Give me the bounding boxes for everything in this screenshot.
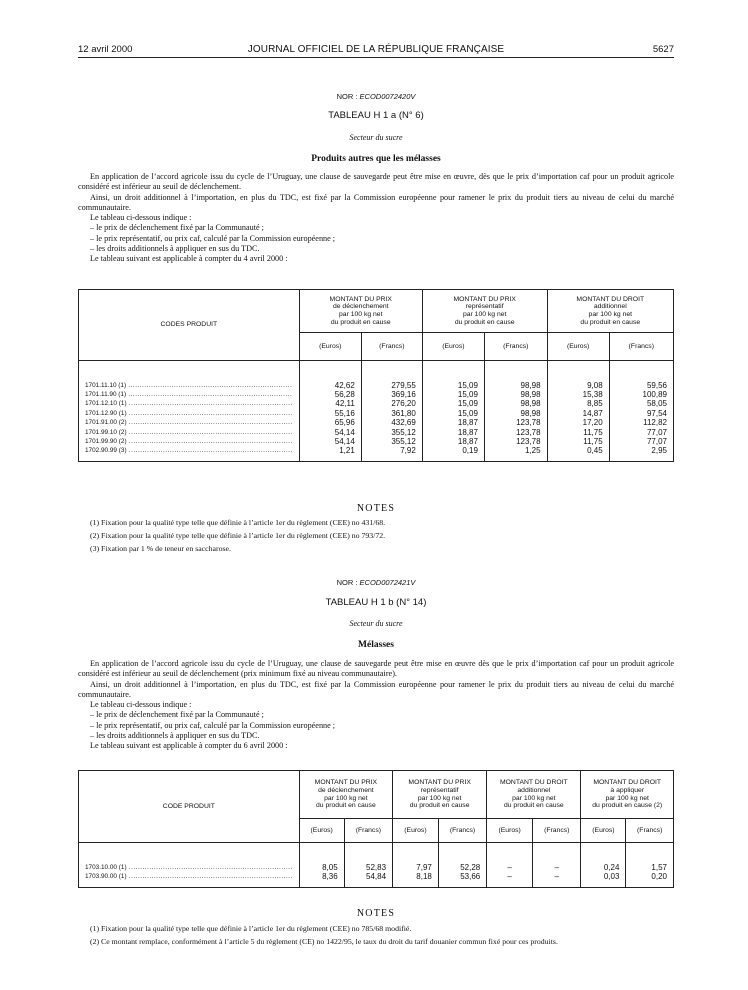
value-cell: 0,24 [581,863,626,872]
note: (2) Fixation pour la qualité type telle que définie à l’article 1er du règlement (CEE) no 793/72. [90,531,386,540]
value-cell: 42,62 [299,381,361,390]
value-cell: 11,75 [547,437,609,446]
value-cell: 58,05 [609,399,673,408]
value-cell: 361,80 [361,409,422,418]
unit-header: (Francs) [609,333,673,361]
value-cell: 56,28 [299,390,361,399]
value-cell: 18,87 [422,428,484,437]
value-cell: 98,98 [484,409,547,418]
table-row [79,446,674,455]
value-cell: 77,07 [609,428,673,437]
group-header: MONTANT DU PRIX représentatif par 100 kg net du produit en cause [393,771,487,819]
value-cell: 0,45 [547,446,609,455]
value-cell: 9,08 [547,381,609,390]
group-header: MONTANT DU DROIT additionnel par 100 kg net du produit en cause [487,771,581,819]
sector-label: Secteur du sucre [349,619,403,628]
paragraph: Ainsi, un droit additionnel à l’importation, en plus du TDC, est fixé par la Commission européenne pour ramener le prix du produit tiers au niveau de celui du marché communautaire. [78,679,674,699]
value-cell: 98,98 [484,390,547,399]
note: (2) Ce montant remplace, conformément à l’article 5 du règlement (CE) no 1422/95, le taux du droit du tarif douanier commun fixé pour ces produits. [90,937,558,946]
intro-text [78,172,674,265]
value-cell: 17,20 [547,418,609,427]
group-header: MONTANT DU DROIT à appliquer par 100 kg net du produit en cause (2) [581,771,674,819]
price-table [78,289,674,462]
unit-header: (Euros) [547,333,609,361]
table-row [79,437,674,446]
header-date: 12 avril 2000 [78,44,133,55]
table-row [79,381,674,390]
value-cell: 54,14 [299,428,361,437]
product-heading: Mélasses [358,640,394,650]
value-cell: 77,07 [609,437,673,446]
notes-title: NOTES [356,503,396,514]
bullet: – le prix représentatif, ou prix caf, calculé par la Commission européenne ; [90,233,336,243]
value-cell: 15,09 [422,399,484,408]
table-row [79,863,674,872]
product-code: 1701.91.00 (2) ........................................................................ [85,419,293,427]
value-cell: 54,84 [344,872,392,881]
table-row [79,428,674,437]
page-number: 5627 [652,44,674,55]
value-cell: 52,28 [438,863,486,872]
unit-header: (Francs) [344,819,392,843]
unit-header: (Euros) [581,819,626,843]
value-cell: 276,20 [361,399,422,408]
value-cell: 15,09 [422,390,484,399]
paragraph: Le tableau suivant est applicable à compter du 6 avril 2000 : [90,741,288,751]
value-cell: 0,19 [422,446,484,455]
value-cell: 8,85 [547,399,609,408]
note: (1) Fixation pour la qualité type telle que définie à l’article 1er du règlement (CEE) no 431/68. [90,518,386,527]
unit-header: (Euros) [422,333,484,361]
product-code: 1702.90.99 (3) ........................................................................ [85,447,293,455]
unit-header: (Francs) [438,819,486,843]
value-cell: 1,57 [626,863,674,872]
product-code: 1703.10.00 (1) ........................................................................ [85,863,293,871]
value-cell: 15,38 [547,390,609,399]
value-cell: 11,75 [547,428,609,437]
unit-header: (Euros) [487,819,533,843]
table-title: TABLEAU H 1 a (N° 6) [328,110,424,121]
unit-header: (Euros) [299,333,361,361]
nor-reference: NOR : ECOD0072421V [336,578,416,587]
value-cell: 355,12 [361,428,422,437]
value-cell: 100,89 [609,390,673,399]
paragraph: Ainsi, un droit additionnel à l’importation, en plus du TDC, est fixé par la Commission européenne pour ramener le prix du produit tiers au niveau de celui du marché communautaire. [78,192,674,212]
sector-label: Secteur du sucre [349,133,403,142]
column-header-code: CODES PRODUIT [79,290,300,361]
value-cell: 98,98 [484,399,547,408]
unit-header: (Francs) [533,819,581,843]
table-row [79,390,674,399]
value-cell: 123,78 [484,428,547,437]
note: (3) Fixation par 1 % de teneur en saccharose. [90,544,231,553]
product-heading: Produits autres que les mélasses [311,154,441,164]
value-cell: 15,09 [422,381,484,390]
price-table [78,770,674,888]
value-cell: 0,20 [626,872,674,881]
value-cell: 2,95 [609,446,673,455]
value-cell: 123,78 [484,437,547,446]
paragraph: Le tableau ci-dessous indique : [90,213,192,223]
unit-header: (Francs) [626,819,674,843]
journal-title: JOURNAL OFFICIEL DE LA RÉPUBLIQUE FRANÇAISE [247,44,505,55]
table-title: TABLEAU H 1 b (N° 14) [325,597,427,608]
unit-header: (Francs) [484,333,547,361]
product-code: 1701.11.90 (1) ........................................................................ [85,390,293,398]
paragraph: Le tableau suivant est applicable à compter du 4 avril 2000 : [90,254,288,264]
group-header: MONTANT DU PRIX représentatif par 100 kg net du produit en cause [422,290,547,333]
value-cell: 8,05 [299,863,344,872]
value-cell: 97,54 [609,409,673,418]
value-cell: 52,83 [344,863,392,872]
value-cell: 65,96 [299,418,361,427]
table-row [79,399,674,408]
value-cell: – [533,863,581,872]
group-header: MONTANT DU PRIX de déclenchement par 100 kg net du produit en cause [299,771,392,819]
column-header-code: CODE PRODUIT [79,771,300,843]
product-code: 1703.90.00 (1) ........................................................................ [85,872,293,880]
value-cell: 8,18 [393,872,439,881]
product-code: 1701.12.90 (1) ........................................................................ [85,409,293,417]
value-cell: – [487,872,533,881]
value-cell: 18,87 [422,418,484,427]
bullet: – le prix représentatif, ou prix caf, calculé par la Commission européenne ; [90,720,336,730]
value-cell: 279,55 [361,381,422,390]
bullet: – le prix de déclenchement fixé par la Communauté ; [90,710,264,720]
product-code: 1701.99.10 (2) ........................................................................ [85,428,293,436]
value-cell: 42,11 [299,399,361,408]
value-cell: 123,78 [484,418,547,427]
value-cell: 112,82 [609,418,673,427]
value-cell: 1,21 [299,446,361,455]
value-cell: 18,87 [422,437,484,446]
value-cell: 1,25 [484,446,547,455]
page-header [78,44,674,58]
value-cell: 53,66 [438,872,486,881]
unit-header: (Francs) [361,333,422,361]
value-cell: 355,12 [361,437,422,446]
value-cell: 15,09 [422,409,484,418]
nor-reference: NOR : ECOD0072420V [336,92,416,101]
paragraph: En application de l’accord agricole issu du cycle de l’Uruguay, une clause de sauvegarde peut être mise en œuvre, dès que le prix d’importation caf pour un produit agricole considéré est inférieur au seuil de déclenchement. [78,172,674,192]
product-code: 1701.11.10 (1) ........................................................................ [85,381,293,389]
value-cell: 7,92 [361,446,422,455]
unit-header: (Euros) [299,819,344,843]
note: (1) Fixation pour la qualité type telle que définie à l’article 1er du règlement (CEE) no 785/68 modifié. [90,924,412,933]
value-cell: 432,69 [361,418,422,427]
product-code: 1701.99.90 (2) ........................................................................ [85,437,293,445]
paragraph: Le tableau ci-dessous indique : [90,700,192,710]
value-cell: – [533,872,581,881]
value-cell: 54,14 [299,437,361,446]
group-header: MONTANT DU PRIX de déclenchement par 100 kg net du produit en cause [299,290,422,333]
group-header: MONTANT DU DROIT additionnel par 100 kg net du produit en cause [547,290,673,333]
value-cell: 98,98 [484,381,547,390]
table-row [79,409,674,418]
bullet: – le prix de déclenchement fixé par la Communauté ; [90,223,264,233]
value-cell: 8,36 [299,872,344,881]
value-cell: 369,16 [361,390,422,399]
paragraph: En application de l’accord agricole issu du cycle de l’Uruguay, une clause de sauvegarde peut être mise en œuvre dès que le prix d’importation caf pour un produit agricole considéré est inférieur au seuil de déclenchement (prix minimum fixé au niveau communautaire). [78,659,674,679]
table-row [79,418,674,427]
value-cell: 14,87 [547,409,609,418]
table-row [79,872,674,881]
notes-title: NOTES [356,908,396,919]
product-code: 1701.12.10 (1) ........................................................................ [85,400,293,408]
value-cell: 7,97 [393,863,439,872]
value-cell: 55,16 [299,409,361,418]
intro-text [78,659,674,752]
unit-header: (Euros) [393,819,439,843]
bullet: – les droits additionnels à appliquer en sus du TDC. [90,244,260,254]
value-cell: 0,03 [581,872,626,881]
bullet: – les droits additionnels à appliquer en sus du TDC. [90,731,260,741]
value-cell: 59,56 [609,381,673,390]
value-cell: – [487,863,533,872]
